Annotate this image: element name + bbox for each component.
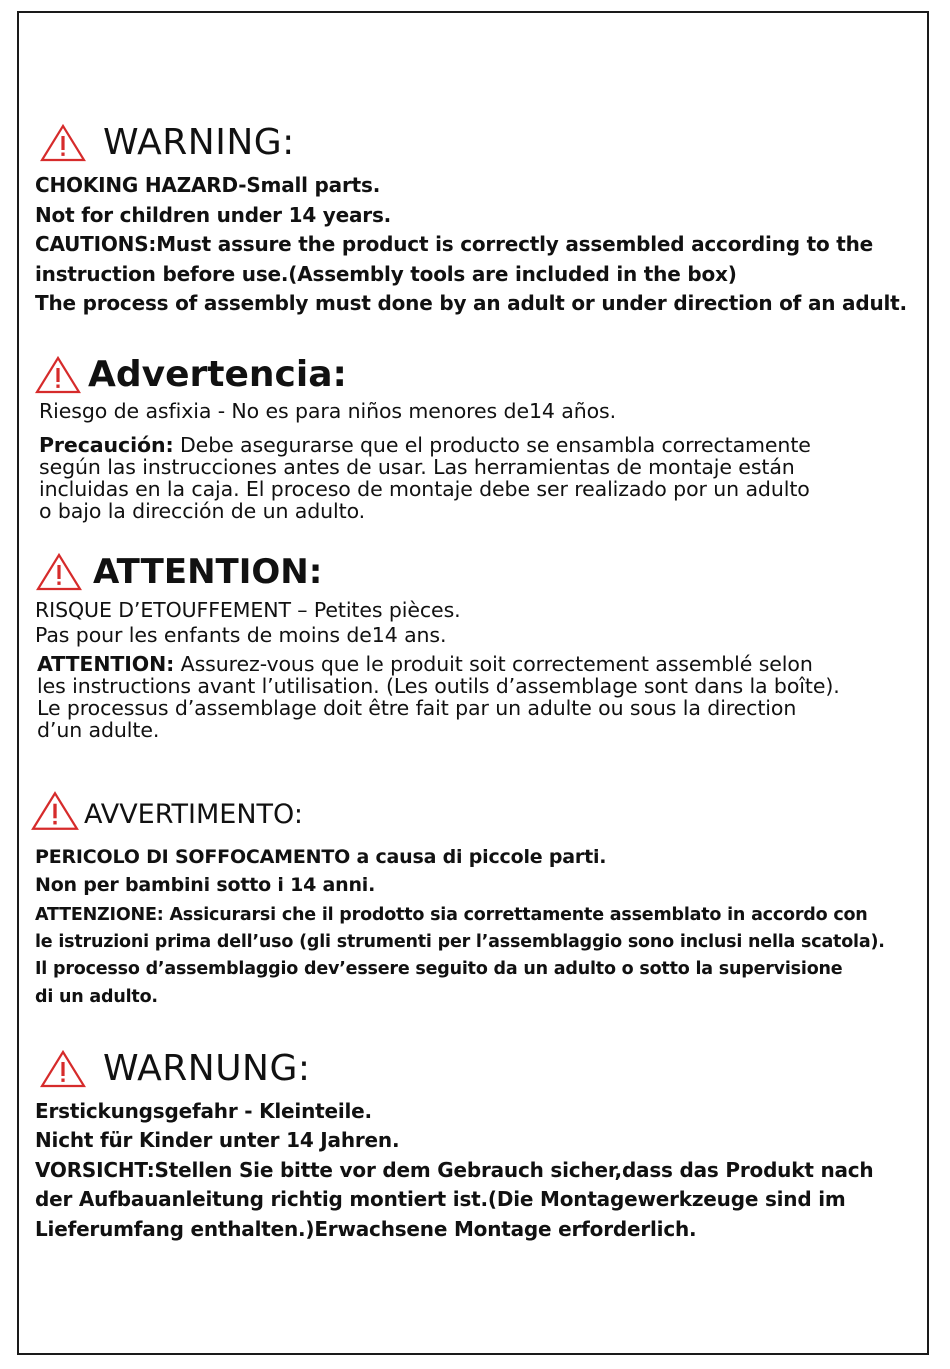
text-line: según las instrucciones antes de usar. Las herramientas de montaje están <box>39 455 795 479</box>
caution-label: VORSICHT: <box>35 1158 155 1182</box>
label-border <box>17 11 929 1355</box>
text-line: Pas pour les enfants de moins de14 ans. <box>35 623 447 647</box>
text-line: o bajo la dirección de un adulto. <box>39 499 366 523</box>
text-line: Non per bambini sotto i 14 anni. <box>35 874 376 896</box>
text-line: instruction before use.(Assembly tools are included in the box) <box>35 262 737 286</box>
section-title: WARNUNG: <box>103 1048 311 1089</box>
text-line: PERICOLO DI SOFFOCAMENTO a causa di piccole parti. <box>35 846 607 868</box>
warning-triangle-icon <box>30 790 80 832</box>
warning-triangle-icon <box>35 552 83 592</box>
caution-label: ATTENTION: <box>37 652 175 676</box>
section-title: WARNING: <box>103 122 295 163</box>
text-line: RISQUE D’ETOUFFEMENT – Petites pièces. <box>35 598 461 622</box>
caution-label: ATTENZIONE: <box>35 905 164 925</box>
text-line: VORSICHT:Stellen Sie bitte vor dem Gebrauch sicher,dass das Produkt nach <box>35 1158 874 1182</box>
text-line: CAUTIONS:Must assure the product is correctly assembled according to the <box>35 232 874 256</box>
section-header <box>35 552 322 592</box>
section-title: Advertencia: <box>88 354 347 395</box>
section-title: ATTENTION: <box>93 552 323 592</box>
section-header <box>39 1049 311 1089</box>
text-line: d’un adulte. <box>37 718 160 742</box>
text-line: les instructions avant l’utilisation. (Les outils d’assemblage sont dans la boîte). <box>37 674 840 698</box>
section-header <box>39 123 295 163</box>
text-line: Riesgo de asfixia - No es para niños menores de14 años. <box>39 399 617 423</box>
text-line: Nicht für Kinder unter 14 Jahren. <box>35 1128 400 1152</box>
warning-triangle-icon <box>34 355 82 395</box>
text-line: CHOKING HAZARD-Small parts. <box>35 173 381 197</box>
section-title: AVVERTIMENTO: <box>84 798 303 830</box>
text-line: Not for children under 14 years. <box>35 203 392 227</box>
warning-triangle-icon <box>39 1049 87 1089</box>
text-line: ATTENTION: Assurez-vous que le produit soit correctement assemblé selon <box>37 652 813 676</box>
text-line: di un adulto. <box>35 987 158 1007</box>
text-line: ATTENZIONE: Assicurarsi che il prodotto sia correttamente assemblato in accordo con <box>35 905 868 925</box>
text-line: le istruzioni prima dell’uso (gli strumenti per l’assemblaggio sono inclusi nella scatola). <box>35 932 885 952</box>
text-line: Precaución: Debe asegurarse que el producto se ensambla correctamente <box>39 433 811 457</box>
text-line: Le processus d’assemblage doit être fait par un adulte ou sous la direction <box>37 696 797 720</box>
text-line: incluidas en la caja. El proceso de montaje debe ser realizado por un adulto <box>39 477 810 501</box>
text-line: Il processo d’assemblaggio dev’essere seguito da un adulto o sotto la supervisione <box>35 959 843 979</box>
text-line: Erstickungsgefahr - Kleinteile. <box>35 1099 372 1123</box>
caution-label: Precaución: <box>39 433 174 457</box>
section-header <box>30 790 303 832</box>
text-line: der Aufbauanleitung richtig montiert ist.(Die Montagewerkzeuge sind im <box>35 1187 846 1211</box>
warning-triangle-icon <box>39 123 87 163</box>
text-line: Lieferumfang enthalten.)Erwachsene Montage erforderlich. <box>35 1217 697 1241</box>
text-line: The process of assembly must done by an adult or under direction of an adult. <box>35 291 907 315</box>
section-header <box>34 355 347 395</box>
